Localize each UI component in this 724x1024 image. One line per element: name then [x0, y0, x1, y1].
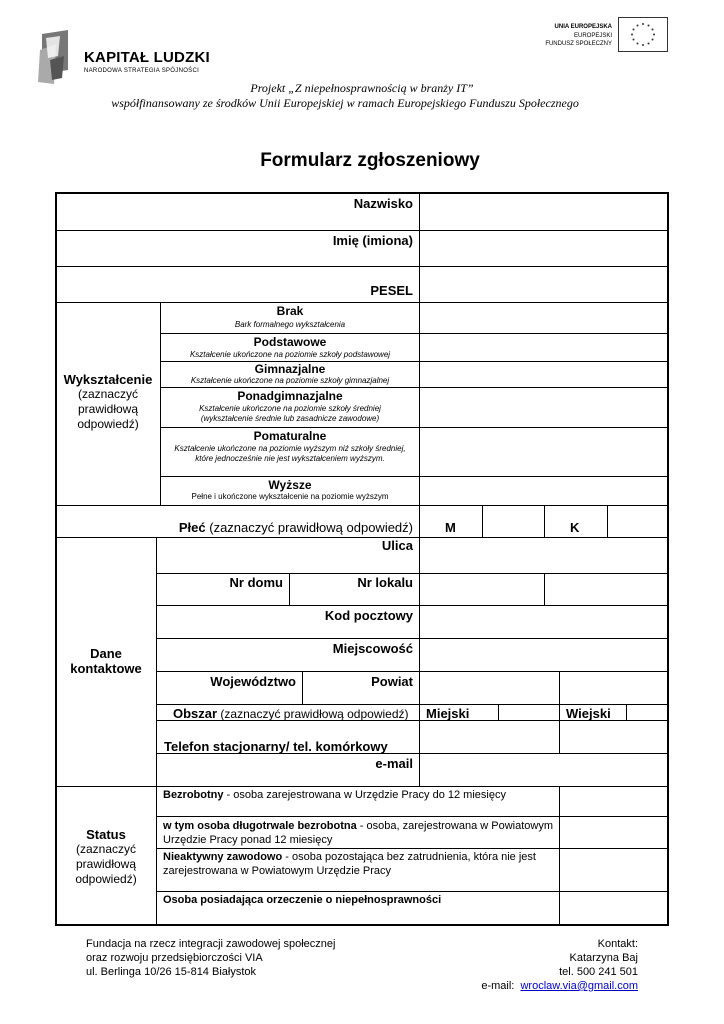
- edu-gimnazjalne-checkbox[interactable]: [420, 362, 666, 387]
- wojewodztwo-field[interactable]: [420, 672, 559, 704]
- imie-label: Imię (imiona): [332, 233, 413, 248]
- status-opt-2-rest: - osoba, zarejestrowana w Powiatowym Urzędzie Pracy ponad 12 miesięcy: [163, 820, 553, 846]
- footer-left-2: oraz rozwoju przedsiębiorczości VIA: [86, 952, 263, 964]
- miejscowosc-label: Miejscowość: [332, 641, 413, 656]
- edu-gimnazjalne-title: Gimnazjalne: [254, 362, 326, 376]
- nr-domu-field[interactable]: [420, 574, 544, 605]
- edu-ponadgimnazjalne-checkbox[interactable]: [420, 388, 666, 427]
- footer-right: [481, 937, 638, 993]
- edu-podstawowe-title: Podstawowe: [253, 335, 327, 349]
- footer-left: [86, 937, 335, 979]
- wiejski-checkbox[interactable]: [627, 705, 666, 720]
- obszar-label-row: [173, 706, 409, 721]
- project-line-1: Projekt „Z niepełnosprawnością w branży IT”: [250, 81, 474, 95]
- status-opt-3-rest: - osoba pozostająca bez zatrudnienia, która nie jest zarejestrowana w Powiatowym Urzędzie Pracy: [163, 851, 536, 877]
- logo-subtitle: NARODOWA STRATEGIA SPÓJNOŚCI: [84, 68, 200, 74]
- email-field[interactable]: [420, 754, 666, 786]
- status-label-block: [56, 827, 156, 887]
- edu-ponadgimnazjalne-desc: Kształcenie ukończone na poziomie szkoły średniej (wykształcenie średnie lub zasadnicze zawodowe): [199, 404, 381, 423]
- miejscowosc-field[interactable]: [420, 639, 666, 671]
- status-opt-3-text: [163, 850, 555, 878]
- education-hint-1: (zaznaczyć: [77, 387, 139, 401]
- kod-pocztowy-field[interactable]: [420, 606, 666, 638]
- status-opt-1-text: [163, 788, 553, 802]
- gender-m-checkbox[interactable]: [483, 506, 544, 537]
- status-opt-4-checkbox[interactable]: [560, 892, 666, 924]
- gender-label-row: [179, 520, 413, 535]
- edu-wyzsze-desc: Pełne i ukończone wykształcenie na poziomie wyższym: [191, 492, 389, 501]
- status-opt-2-text: [163, 819, 553, 847]
- eu-line1: UNIA EUROPEJSKA: [554, 24, 612, 30]
- pesel-label: PESEL: [370, 283, 413, 298]
- miejski-label: Miejski: [426, 706, 470, 721]
- wiejski-label: Wiejski: [566, 706, 611, 721]
- footer-right-3: tel. 500 241 501: [559, 966, 638, 978]
- edu-pomaturalne-title: Pomaturalne: [253, 429, 327, 443]
- powiat-field[interactable]: [560, 672, 666, 704]
- status-opt-3-bold: Nieaktywny zawodowo: [163, 851, 283, 863]
- kod-pocztowy-label: Kod pocztowy: [324, 608, 413, 623]
- footer-right-1: Kontakt:: [597, 938, 638, 950]
- edu-pomaturalne-checkbox[interactable]: [420, 428, 666, 476]
- status-label: Status: [86, 827, 126, 842]
- nazwisko-field[interactable]: [420, 194, 666, 230]
- education-label-block: [56, 372, 160, 432]
- wojewodztwo-label: Województwo: [210, 674, 296, 689]
- edu-wyzsze-checkbox[interactable]: [420, 477, 666, 505]
- status-hint-2: prawidłową: [75, 857, 137, 871]
- footer-email-row: [481, 979, 638, 993]
- status-opt-4-text: [163, 893, 553, 907]
- footer-right-2: Katarzyna Baj: [569, 952, 638, 964]
- edu-podstawowe-desc: Kształcenie ukończone na poziomie szkoły podstawowej: [189, 350, 391, 359]
- obszar-hint: (zaznaczyć prawidłową odpowiedź): [220, 707, 409, 721]
- gender-k-checkbox[interactable]: [608, 506, 666, 537]
- education-hint-3: odpowiedź): [77, 417, 139, 431]
- contact-label-2: kontaktowe: [70, 661, 142, 676]
- edu-brak-title: Brak: [276, 304, 304, 318]
- footer-left-1: Fundacja na rzecz integracji zawodowej społecznej: [86, 938, 336, 950]
- edu-wyzsze-title: Wyższe: [268, 478, 312, 492]
- imie-field[interactable]: [420, 231, 666, 266]
- education-label: Wykształcenie: [63, 372, 153, 387]
- miejski-checkbox[interactable]: [499, 705, 559, 720]
- gender-m-label: M: [445, 520, 456, 535]
- nazwisko-label: Nazwisko: [353, 196, 413, 211]
- education-hint-2: prawidłową: [77, 402, 139, 416]
- powiat-label: Powiat: [371, 674, 413, 689]
- ulica-field[interactable]: [420, 539, 666, 573]
- nr-lokalu-label: Nr lokalu: [357, 575, 413, 590]
- footer-left-3: ul. Berlinga 10/26 15-814 Białystok: [86, 966, 256, 978]
- eu-line2: EUROPEJSKI: [573, 33, 612, 39]
- edu-ponadgimnazjalne-title: Ponadgimnazjalne: [237, 389, 343, 403]
- contact-label-1: Dane: [90, 646, 122, 661]
- edu-gimnazjalne-desc: Kształcenie ukończone na poziomie szkoły gimnazjalnej: [190, 376, 390, 385]
- eu-line3: FUNDUSZ SPOŁECZNY: [545, 41, 612, 47]
- obszar-label: Obszar: [173, 706, 218, 721]
- edu-pomaturalne-desc: Kształcenie ukończone na poziomie wyższym niż szkoły średniej, które jednocześnie nie jest wykształceniem wyższym.: [174, 444, 406, 463]
- gender-hint: (zaznaczyć prawidłową odpowiedź): [209, 520, 413, 535]
- form-title: Formularz zgłoszeniowy: [260, 150, 480, 171]
- status-opt-1-checkbox[interactable]: [560, 787, 666, 816]
- eu-flag-icon: [618, 17, 668, 52]
- ulica-label: Ulica: [381, 538, 413, 553]
- status-hint-3: odpowiedź): [75, 872, 137, 886]
- edu-brak-checkbox[interactable]: [420, 304, 666, 333]
- kapital-ludzki-emblem-icon: [38, 30, 72, 86]
- footer-email-label: e-mail:: [481, 980, 515, 992]
- status-opt-2-checkbox[interactable]: [560, 817, 666, 848]
- gender-k-label: K: [570, 520, 580, 535]
- status-opt-4-bold: Osoba posiadająca orzeczenie o niepełnosprawności: [163, 894, 442, 906]
- contact-label-block: [56, 646, 156, 676]
- telefon-stacjonarny-field[interactable]: [420, 721, 559, 753]
- logo-title: KAPITAŁ LUDZKI: [84, 49, 210, 66]
- project-line-2: współfinansowany ze środków Unii Europejskiej w ramach Europejskiego Funduszu Społecznego: [111, 96, 579, 110]
- pesel-field[interactable]: [420, 267, 666, 302]
- telefon-label: Telefon stacjonarny/ tel. komórkowy: [164, 739, 388, 754]
- edu-brak-desc: Bark formalnego wykształcenia: [234, 320, 346, 329]
- gender-label: Płeć: [178, 520, 206, 535]
- nr-domu-label: Nr domu: [229, 575, 283, 590]
- email-label: e-mail: [375, 756, 413, 771]
- status-opt-1-rest: - osoba zarejestrowana w Urzędzie Pracy do 12 miesięcy: [223, 789, 506, 801]
- footer-email-link[interactable]: wroclaw.via@gmail.com: [520, 980, 638, 992]
- status-hint-1: (zaznaczyć: [75, 842, 137, 856]
- status-opt-1-bold: Bezrobotny: [163, 789, 224, 801]
- status-opt-3-checkbox[interactable]: [560, 849, 666, 891]
- edu-podstawowe-checkbox[interactable]: [420, 334, 666, 361]
- status-opt-2-bold: w tym osoba długotrwale bezrobotna: [163, 820, 357, 832]
- telefon-komorkowy-field[interactable]: [560, 721, 666, 753]
- nr-lokalu-field[interactable]: [545, 574, 666, 605]
